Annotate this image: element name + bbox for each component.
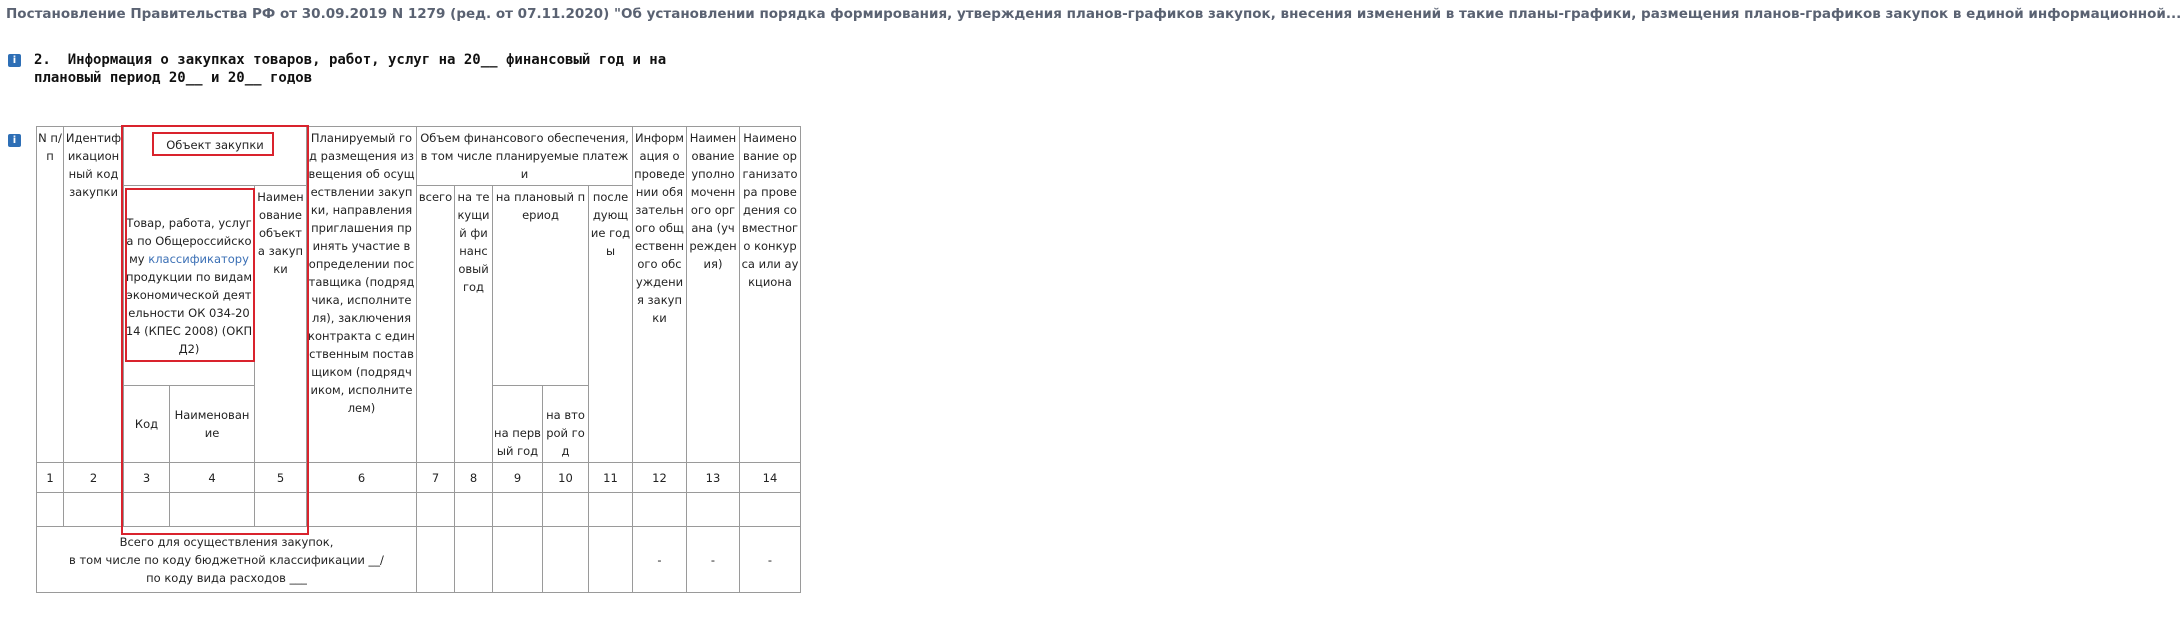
total-dash: -: [740, 527, 801, 593]
empty-cell: [455, 527, 493, 593]
column-number: 7: [417, 463, 455, 493]
empty-cell: [124, 493, 170, 527]
total-dash: -: [633, 527, 687, 593]
empty-cell: [255, 493, 307, 527]
column-number: 8: [455, 463, 493, 493]
empty-cell: [64, 493, 124, 527]
header-goods-classifier: [124, 186, 255, 386]
empty-cell: [417, 493, 455, 527]
empty-cell: [417, 527, 455, 593]
empty-cell: [307, 493, 417, 527]
section-heading-line2: плановый период 20__ и 20__ годов: [34, 70, 313, 86]
header-finance: Объем финансового обеспечения, в том числе планируемые платежи: [417, 127, 633, 186]
empty-cell: [455, 493, 493, 527]
column-number: 11: [589, 463, 633, 493]
section-heading: [34, 51, 666, 87]
empty-cell: [493, 527, 543, 593]
column-number: 10: [543, 463, 589, 493]
empty-cell: [493, 493, 543, 527]
header-first-year: на первый год: [493, 386, 543, 463]
empty-cell: [633, 493, 687, 527]
empty-cell: [589, 493, 633, 527]
header-later-years: последующие годы: [589, 186, 633, 463]
empty-cell: [37, 493, 64, 527]
total-row-label: [37, 527, 417, 593]
total-line-1: Всего для осуществления закупок,: [119, 534, 334, 549]
total-dash: -: [687, 527, 740, 593]
column-number: 12: [633, 463, 687, 493]
empty-cell: [740, 493, 801, 527]
column-number: 6: [307, 463, 417, 493]
total-line-3: по коду вида расходов ___: [146, 570, 307, 585]
classifier-link[interactable]: классификатору: [148, 251, 249, 266]
header-organizer: Наименование организатора проведения совместного конкурса или аукциона: [740, 127, 801, 463]
info-icon[interactable]: i: [8, 134, 21, 147]
goods-text-pre: Товар, работа, услуга по Общероссийскому: [126, 215, 252, 266]
empty-cell: [543, 527, 589, 593]
header-authorized-body: Наименование уполномоченного органа (учреждения): [687, 127, 740, 463]
header-name-object: Наименование объекта закупки: [255, 186, 307, 463]
header-num: N п/п: [37, 127, 64, 463]
column-number: 9: [493, 463, 543, 493]
header-total: всего: [417, 186, 455, 463]
goods-text-post: продукции по видам экономической деятельности ОК 034-2014 (КПЕС 2008) (ОКПД2): [125, 269, 253, 356]
info-icon[interactable]: i: [8, 54, 21, 67]
column-number: 13: [687, 463, 740, 493]
procurement-table: [36, 126, 801, 593]
header-current-year: на текущий финансовый год: [455, 186, 493, 463]
header-object: [124, 127, 307, 186]
empty-cell: [170, 493, 255, 527]
document-title[interactable]: [6, 6, 2181, 23]
column-number: 14: [740, 463, 801, 493]
header-ident-code: Идентификационный код закупки: [64, 127, 124, 463]
header-planned-year: Планируемый год размещения извещения об осуществлении закупки, направления приглашения принять участие в определении поставщика (подрядчика, исполнителя), заключения контракта с единственным поставщиком (подрядчиком, исполнителем): [307, 127, 417, 463]
header-public-discussion: Информация о проведении обязательного общественного обсуждения закупки: [633, 127, 687, 463]
header-name-goods: Наименование: [170, 386, 255, 463]
header-planned-period: на плановый период: [493, 186, 589, 386]
empty-cell: [589, 527, 633, 593]
document-title-text: Постановление Правительства РФ от 30.09.2019 N 1279 (ред. от 07.11.2020) "Об установлении порядка формирования, утверждения планов-графиков закупок, внесения изменений в такие планы-графики, размещения планов-графиков закупок в единой информационной...: [6, 6, 2181, 22]
section-heading-line1: 2. Информация о закупках товаров, работ, услуг на 20__ финансовый год и на: [34, 52, 667, 68]
header-object-label: Объект закупки: [166, 138, 264, 152]
column-number: 5: [255, 463, 307, 493]
column-number: 4: [170, 463, 255, 493]
column-number: 1: [37, 463, 64, 493]
column-number: 2: [64, 463, 124, 493]
column-number: 3: [124, 463, 170, 493]
header-code: Код: [124, 386, 170, 463]
total-line-2: в том числе по коду бюджетной классификации __/: [69, 552, 384, 567]
empty-cell: [687, 493, 740, 527]
header-second-year: на второй год: [543, 386, 589, 463]
empty-cell: [543, 493, 589, 527]
